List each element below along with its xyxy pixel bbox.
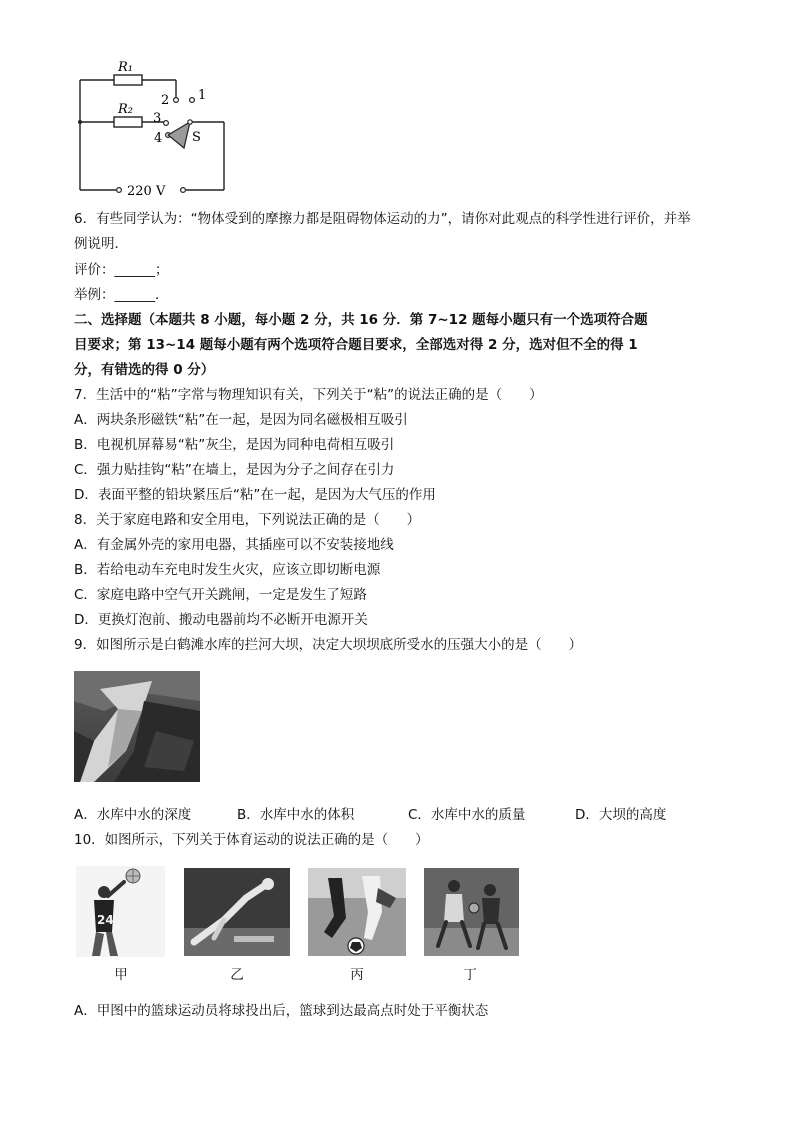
caption-yi: 乙 [230,967,244,983]
photo-bing-football [308,868,406,956]
jersey-number: 24 [97,913,114,927]
contact-3-label: 3 [153,111,162,126]
q8-stem: 8．关于家庭电路和安全用电，下列说法正确的是（ ） [74,512,421,528]
q10-stem: 10．如图所示，下列关于体育运动的说法正确的是（ ） [74,832,429,848]
q8-option-c: C．家庭电路中空气开关跳闸，一定是发生了短路 [74,587,367,603]
photo-jia-basketball [76,866,165,957]
circuit-schematic [74,56,234,202]
caption-bing: 丙 [350,967,364,983]
q10-option-a: A．甲图中的篮球运动员将球投出后，篮球到达最高点时处于平衡状态 [74,1003,489,1019]
switch-s-label: S [192,130,201,145]
photo-yi-gymnastics [184,868,290,956]
q9-option-c: C．水库中水的质量 [408,807,526,823]
photo-ding-basketball-game [424,868,519,956]
contact-2-label: 2 [161,93,170,108]
section2-heading-line1: 二、选择题（本题共 8 小题，每小题 2 分，共 16 分．第 7~12 题每小题只有一个选项符合题 [74,312,648,328]
voltage-label: 220 V [127,184,166,199]
q9-option-a: A．水库中水的深度 [74,807,192,823]
q9-stem: 9．如图所示是白鹤滩水库的拦河大坝，决定大坝坝底所受水的压强大小的是（ ） [74,637,583,653]
contact-1-label: 1 [198,88,207,103]
q6-stem-line1: 6．有些同学认为：“物体受到的摩擦力都是阻碍物体运动的力”，请你对此观点的科学性进行评价，并举 [74,211,691,227]
q8-option-a: A．有金属外壳的家用电器，其插座可以不安装接地线 [74,537,394,553]
q6-stem-line2: 例说明． [74,236,128,252]
contact-4-label: 4 [154,131,163,146]
r1-label: R₁ [118,60,133,75]
q9-option-b: B．水库中水的体积 [237,807,355,823]
section2-heading-line3: 分，有错选的得 0 分） [74,362,215,378]
q7-option-b: B．电视机屏幕易“粘”灰尘，是因为同种电荷相互吸引 [74,437,395,453]
caption-ding: 丁 [463,967,477,983]
caption-jia: 甲 [114,967,128,983]
q9-option-d: D．大坝的高度 [575,807,667,823]
q7-stem: 7．生活中的“粘”字常与物理知识有关，下列关于“粘”的说法正确的是（ ） [74,387,543,403]
q7-option-a: A．两块条形磁铁“粘”在一起，是因为同名磁极相互吸引 [74,412,408,428]
q8-option-d: D．更换灯泡前、搬动电器前均不必断开电源开关 [74,612,368,628]
q7-option-c: C．强力贴挂钩“粘”在墙上，是因为分子之间存在引力 [74,462,395,478]
q8-option-b: B．若给电动车充电时发生火灾，应该立即切断电源 [74,562,381,578]
r2-label: R₂ [118,102,133,117]
circuit-diagram [74,56,234,202]
section2-heading-line2: 目要求；第 13~14 题每小题有两个选项符合题目要求，全部选对得 2 分，选对但不全的得 1 [74,337,638,353]
q6-example-blank: 举例：______． [74,287,169,303]
q7-option-d: D．表面平整的铅块紧压后“粘”在一起，是因为大气压的作用 [74,487,436,503]
q6-evaluation-blank: 评价：______； [74,262,169,278]
dam-photo [74,671,200,782]
